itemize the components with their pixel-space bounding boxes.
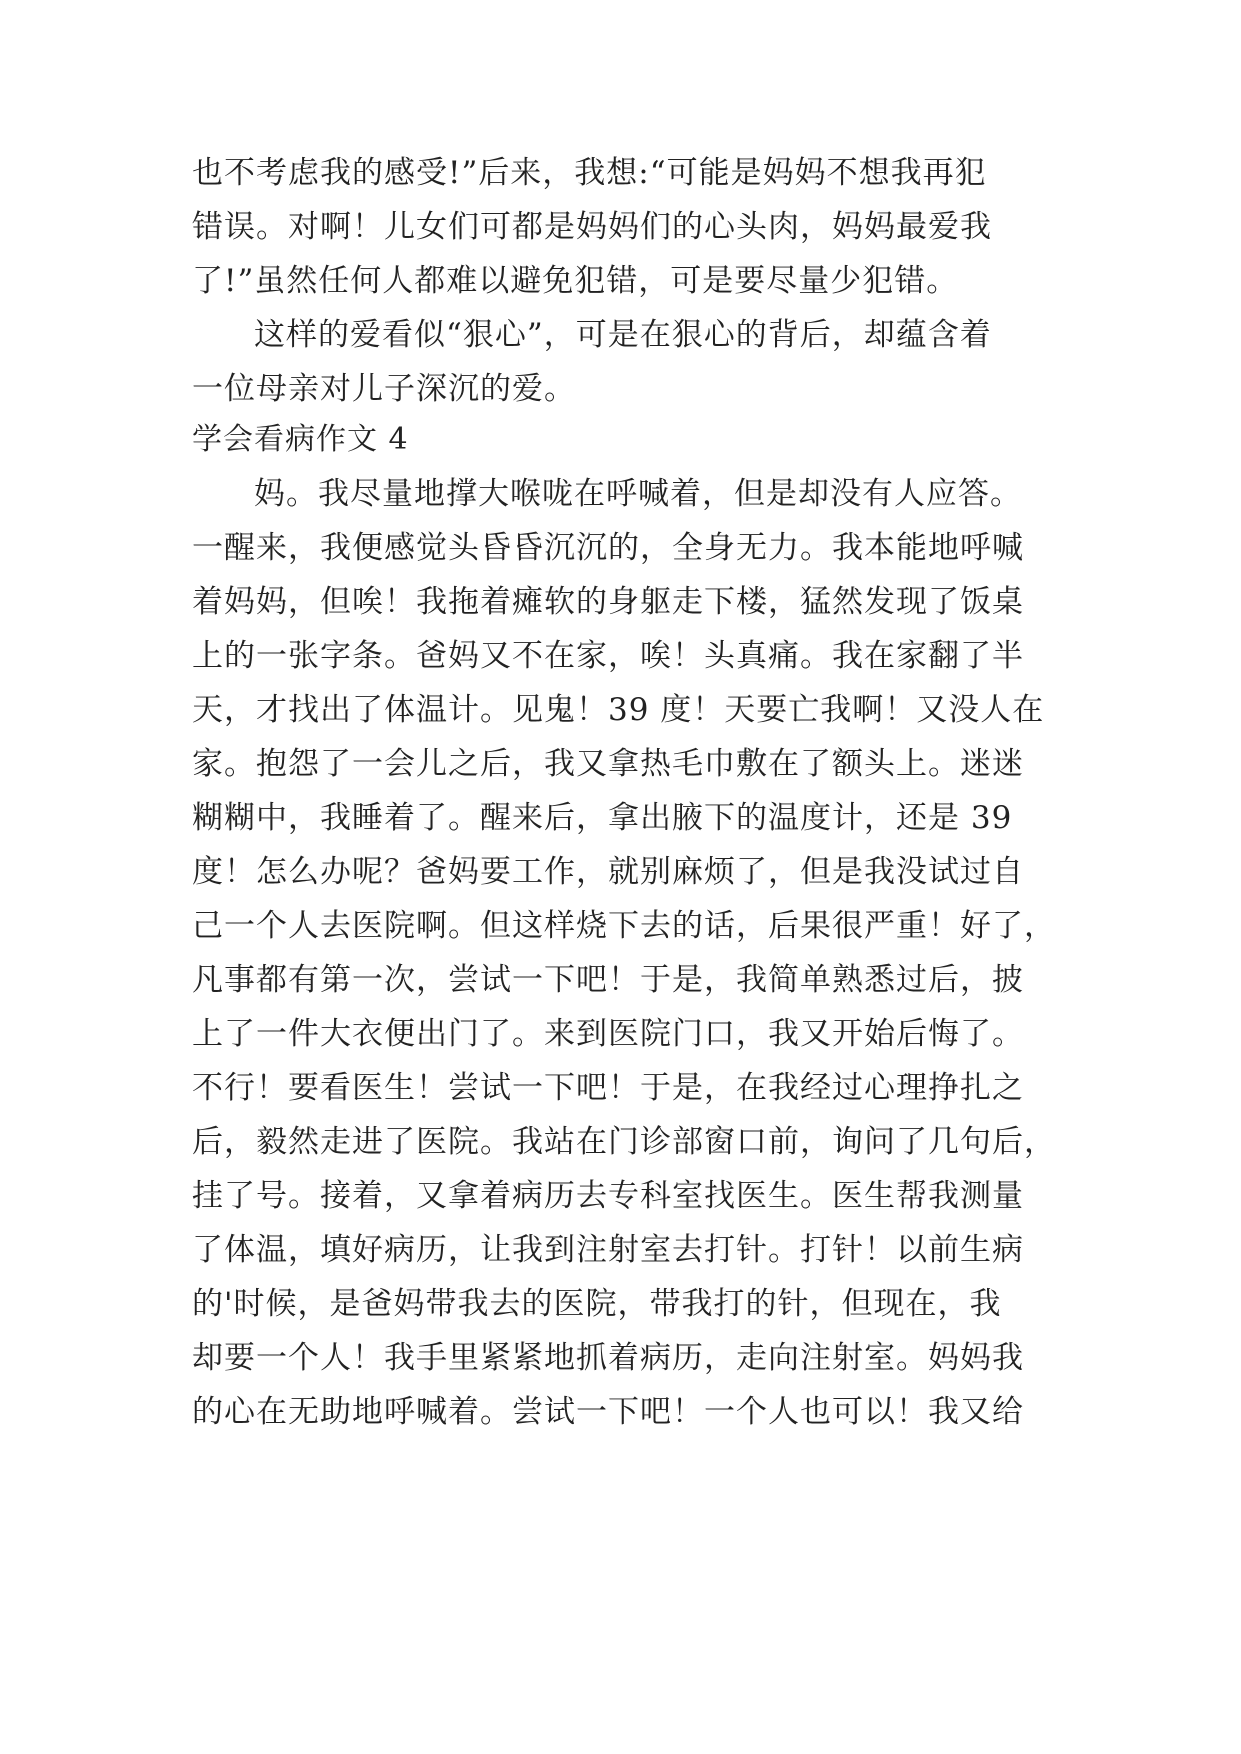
text-line: 了!”虽然任何人都难以避免犯错，可是要尽量少犯错。	[192, 263, 959, 299]
text-line: 妈。我尽量地撑大喉咙在呼喊着，但是却没有人应答。	[254, 476, 1022, 512]
text-line: 挂了号。接着，又拿着病历去专科室找医生。医生帮我测量	[192, 1178, 1024, 1214]
text-line: 己一个人去医院啊。但这样烧下去的话，后果很严重！好了，	[192, 908, 1056, 944]
text-line: 度！怎么办呢？爸妈要工作，就别麻烦了，但是我没试过自	[192, 854, 1024, 890]
text-line: 这样的爱看似“狠心”，可是在狠心的背后，却蕴含着	[254, 317, 992, 353]
text-line: 着妈妈，但唉！我拖着瘫软的身躯走下楼，猛然发现了饭桌	[192, 584, 1024, 620]
text-line: 的'时候，是爸妈带我去的医院，带我打的针，但现在，我	[192, 1286, 1002, 1322]
text-line: 天，才找出了体温计。见鬼！39 度！天要亡我啊！又没人在	[192, 692, 1045, 728]
text-line: 了体温，填好病历，让我到注射室去打针。打针！以前生病	[192, 1232, 1024, 1268]
text-line: 也不考虑我的感受!”后来，我想:“可能是妈妈不想我再犯	[192, 155, 987, 191]
text-line: 上了一件大衣便出门了。来到医院门口，我又开始后悔了。	[192, 1016, 1024, 1052]
text-line: 却要一个人！我手里紧紧地抓着病历，走向注射室。妈妈我	[192, 1340, 1024, 1376]
text-line: 一位母亲对儿子深沉的爱。	[192, 371, 576, 407]
text-line: 的心在无助地呼喊着。尝试一下吧！一个人也可以！我又给	[192, 1394, 1024, 1430]
text-line: 家。抱怨了一会儿之后，我又拿热毛巾敷在了额头上。迷迷	[192, 746, 1024, 782]
text-line: 错误。对啊！儿女们可都是妈妈们的心头肉，妈妈最爱我	[192, 209, 992, 245]
text-line: 糊糊中，我睡着了。醒来后，拿出腋下的温度计，还是 39	[192, 800, 1013, 836]
text-line: 一醒来，我便感觉头昏昏沉沉的，全身无力。我本能地呼喊	[192, 530, 1024, 566]
text-line: 后，毅然走进了医院。我站在门诊部窗口前，询问了几句后，	[192, 1124, 1056, 1160]
section-heading: 学会看病作文 4	[192, 422, 409, 457]
text-line: 不行！要看医生！尝试一下吧！于是，在我经过心理挣扎之	[192, 1070, 1024, 1106]
text-line: 凡事都有第一次，尝试一下吧！于是，我简单熟悉过后，披	[192, 962, 1024, 998]
text-line: 上的一张字条。爸妈又不在家，唉！头真痛。我在家翻了半	[192, 638, 1024, 674]
